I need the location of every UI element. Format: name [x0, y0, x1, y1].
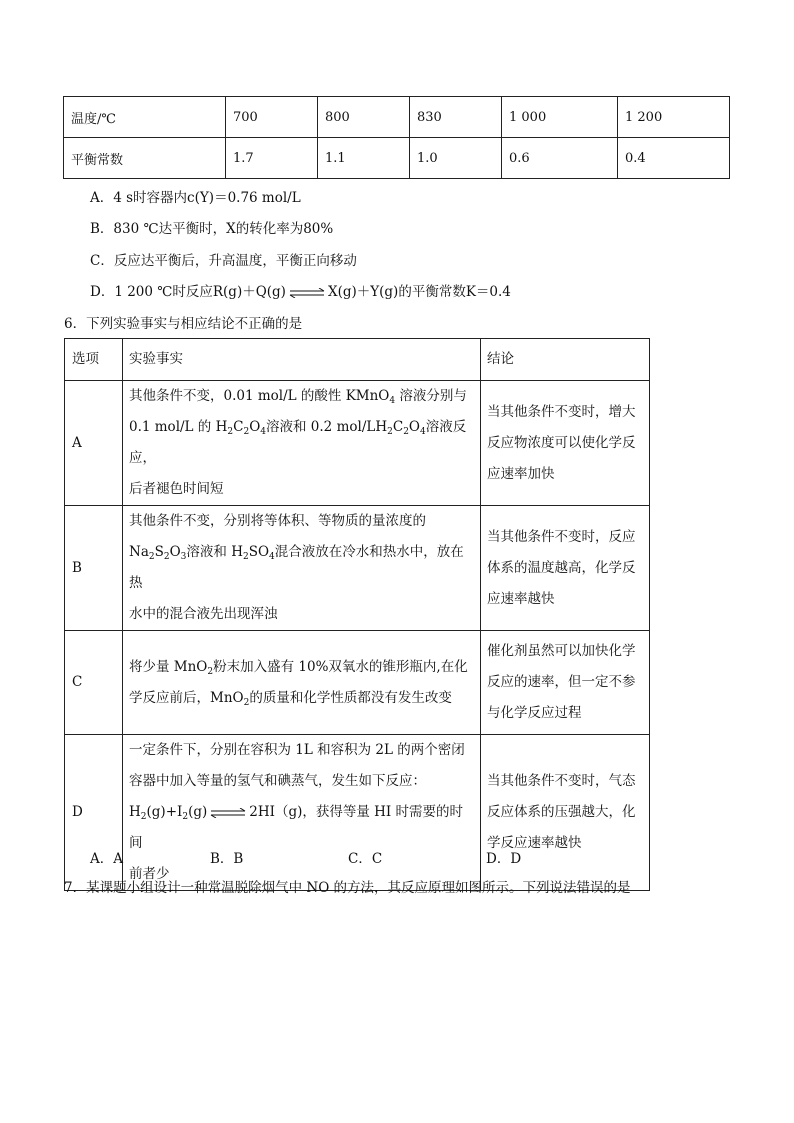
table-cell: 1.0: [410, 138, 502, 179]
q6-stem: 6．下列实验事实与相应结论不正确的是: [64, 316, 303, 332]
equilibrium-arrow-icon: [210, 808, 246, 818]
answer-choice-a: A．A: [90, 851, 123, 867]
equilibrium-constant-table: [63, 96, 730, 179]
table-row: [65, 506, 650, 631]
table-cell: 1.1: [318, 138, 410, 179]
row-fact: 其他条件不变，0.01 mol/L 的酸性 KMnO$_4$ 溶液分别与 0.1 mol/L 的 $H_2C_2O_4$溶液和 0.2 mol/$LH_2C_2O_4$溶液反应， 后者褪色时间短: [123, 381, 481, 506]
table-row: [65, 631, 650, 735]
table-cell: 平衡常数: [64, 138, 226, 179]
q5-option-b: B．830 ℃达平衡时，X的转化率为80%: [90, 221, 334, 237]
row-key: A: [65, 381, 123, 506]
q7-stem: 7．某课题小组设计一种常温脱除烟气中 NO 的方法，其反应原理如图所示。下列说法错误的是: [64, 880, 631, 896]
answer-choice-c: C．C: [348, 851, 383, 867]
option-d-text-post: X(g)＋Y(g)的平衡常数K＝0.4: [327, 284, 511, 300]
header-conclusion: 结论: [481, 339, 650, 381]
option-d-text-pre: D．1 200 ℃时反应R(g)＋Q(g): [90, 284, 286, 300]
table-row: [64, 97, 730, 138]
row-fact: 一定条件下，分别在容积为 1L 和容积为 2L 的两个密闭 容器中加入等量的氢气和碘蒸气，发生如下反应： $H_2(g)+I_2(g)$ 2HI（g)，获得等量 HI 时需要的时间 前者少: [123, 735, 481, 891]
table-cell: 800: [318, 97, 410, 138]
q5-option-d: [90, 283, 511, 301]
table-cell: 1 200: [618, 97, 730, 138]
table-cell: 0.6: [502, 138, 618, 179]
table-header-row: [65, 339, 650, 381]
table-cell: 0.4: [618, 138, 730, 179]
answer-choice-d: D．D: [486, 851, 522, 867]
table-cell: 1.7: [226, 138, 318, 179]
row-conclusion: 催化剂虽然可以加快化学 反应的速率，但一定不参 与化学反应过程: [481, 631, 650, 735]
table-cell: 温度/℃: [64, 97, 226, 138]
row-key: B: [65, 506, 123, 631]
header-option: 选项: [65, 339, 123, 381]
table-cell: 700: [226, 97, 318, 138]
table-cell: 830: [410, 97, 502, 138]
row-fact: 将少量 MnO$_2$粉末加入盛有 10%双氧水的锥形瓶内,在化 学反应前后，MnO$_2$的质量和化学性质都没有发生改变: [123, 631, 481, 735]
table-row: [64, 138, 730, 179]
table-cell: 1 000: [502, 97, 618, 138]
answer-choice-b: B．B: [210, 851, 244, 867]
equilibrium-arrow-icon: [289, 288, 325, 298]
table-row: [65, 381, 650, 506]
row-conclusion: 当其他条件不变时，增大 反应物浓度可以使化学反 应速率加快: [481, 381, 650, 506]
row-key: C: [65, 631, 123, 735]
row-conclusion: 当其他条件不变时，气态 反应体系的压强越大，化 学反应速率越快: [481, 735, 650, 891]
row-key: D: [65, 735, 123, 891]
table-row: [65, 735, 650, 891]
q5-option-a: A．4 s时容器内c(Y)＝0.76 mol/L: [90, 190, 301, 206]
q5-option-c: C．反应达平衡后，升高温度，平衡正向移动: [90, 253, 357, 269]
row-conclusion: 当其他条件不变时，反应 体系的温度越高，化学反 应速率越快: [481, 506, 650, 631]
header-fact: 实验事实: [123, 339, 481, 381]
row-fact: 其他条件不变，分别将等体积、等物质的量浓度的 $Na_2S_2O_3$溶液和 $H_2SO_4$混合液放在冷水和热水中，放在热 水中的混合液先出现浑浊: [123, 506, 481, 631]
experiment-table: [64, 338, 650, 891]
